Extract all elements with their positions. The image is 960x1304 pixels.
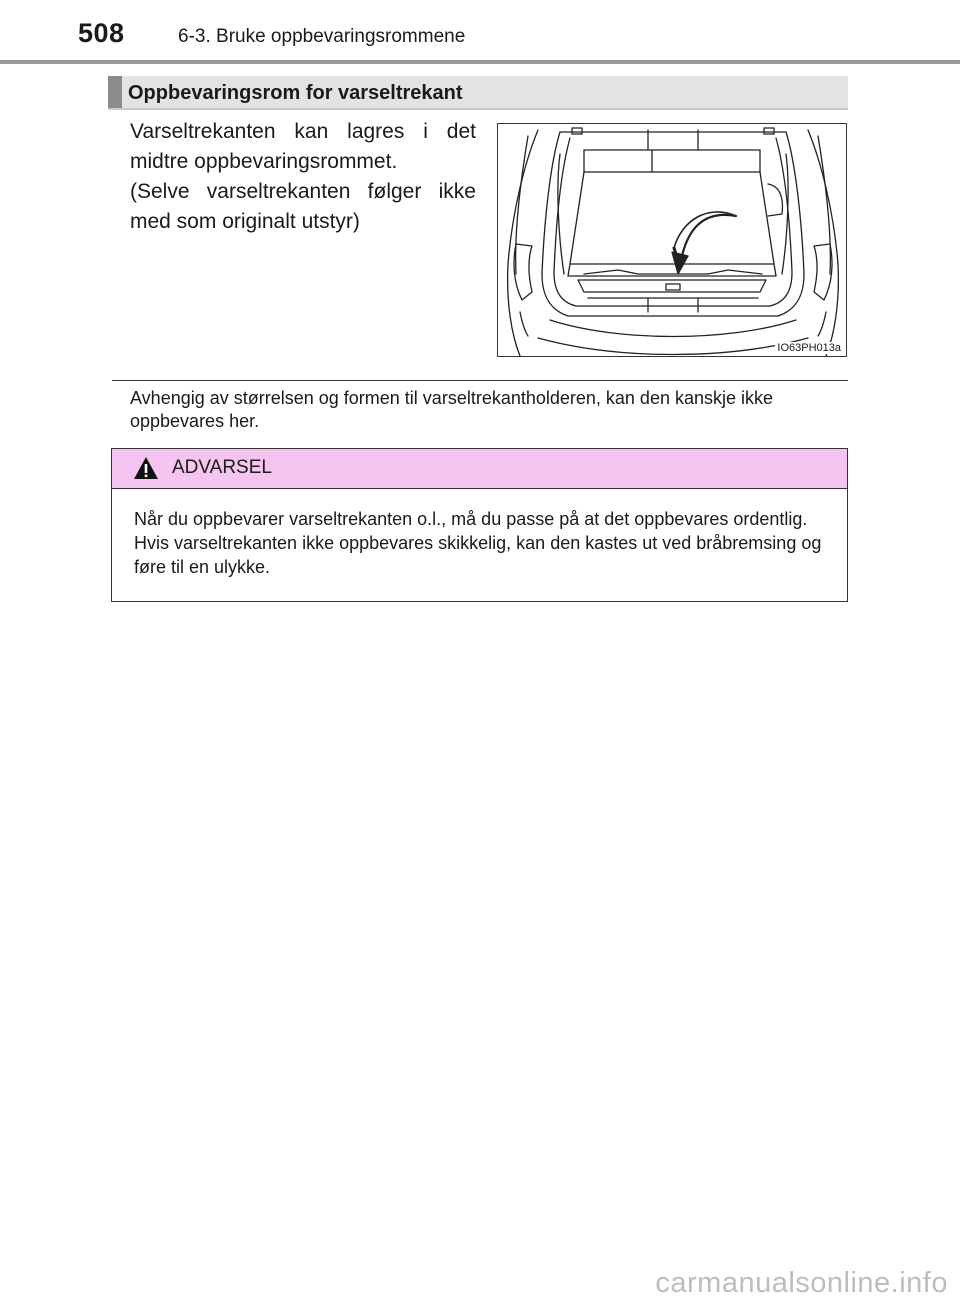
intro-text [130,117,476,237]
header-divider [0,60,960,64]
trunk-illustration [497,123,847,357]
warning-header [112,449,847,489]
intro-paragraph-storage: Varseltrekanten kan lagres i det midtre oppbevaringsrommet. [130,120,476,173]
warning-triangle-icon [132,455,160,481]
warning-body: Når du oppbevarer varseltrekanten o.l., må du passe på at det oppbevares ordentlig. Hvis varseltrekanten ikke oppbevares skikkelig, kan den kastes ut ved bråbremsing og føre til en ulykke. [134,509,822,577]
section-heading-bar [108,76,122,108]
warning-label: ADVARSEL [172,457,272,478]
section-heading-text: Oppbevaringsrom for varseltrekant [128,82,463,104]
warning-box [111,448,848,602]
note-divider [112,380,848,381]
watermark: carmanualsonline.info [655,1267,948,1299]
intro-paragraph-equipment: (Selve varseltrekanten følger ikke med som originalt utstyr) [130,180,476,233]
page-number: 508 [78,18,125,48]
note-text: Avhengig av størrelsen og formen til varseltrekantholderen, kan den kanskje ikke oppbevares her. [130,388,774,431]
section-heading [108,76,848,110]
figure-code: IO63PH013a [777,342,841,354]
car-trunk-icon [498,124,847,357]
chapter-title: 6-3. Bruke oppbevaringsrommene [178,26,466,47]
